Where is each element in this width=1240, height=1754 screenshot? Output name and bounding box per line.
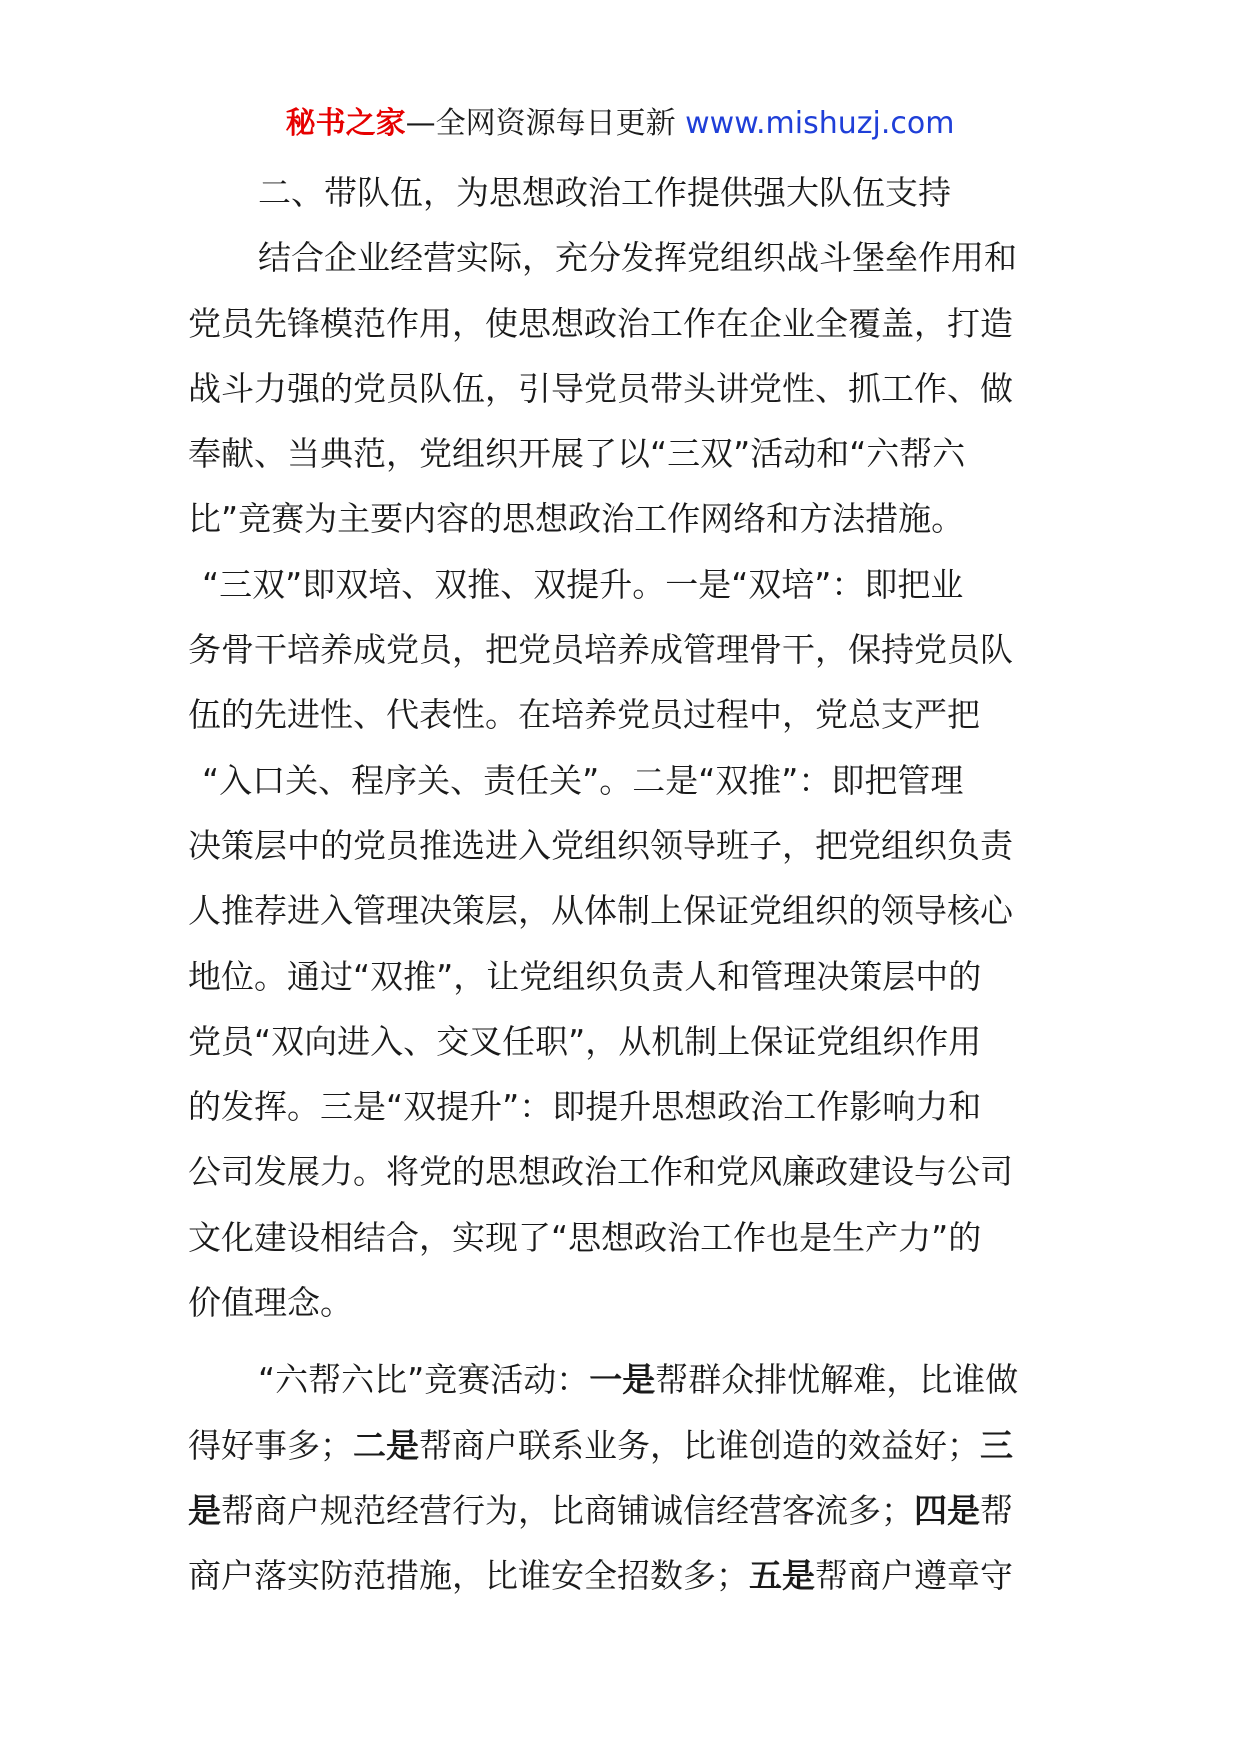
text-run: 帮商户联系业务，比谁创造的效益好；	[419, 1425, 980, 1465]
paragraph-line	[188, 1543, 1048, 1608]
text-run: 帮	[980, 1490, 1013, 1530]
paragraph-line: “三双”即双培、双推、双提升。一是“双培”：即把业	[202, 564, 964, 604]
text-run: 帮商户规范经营行为，比商铺诚信经营客流多；	[221, 1490, 914, 1530]
paragraph-line: 人推荐进入管理决策层，从体制上保证党组织的领导核心	[188, 891, 1013, 931]
brand-name: 秘书之家	[285, 106, 406, 141]
paragraph-line	[188, 1413, 1048, 1478]
bold-run: 四是	[914, 1490, 980, 1530]
bold-run: 一是	[589, 1360, 656, 1400]
paragraph-line	[188, 1478, 1048, 1543]
paragraph-line: 结合企业经营实际，充分发挥党组织战斗堡垒作用和	[258, 238, 1017, 278]
paragraph-line: 奉献、当典范，党组织开展了以“三双”活动和“六帮六	[188, 434, 966, 474]
text-run: 商户落实防范措施，比谁安全招数多；	[188, 1556, 749, 1596]
paragraph-line: 战斗力强的党员队伍，引导党员带头讲党性、抓工作、做	[188, 368, 1013, 408]
paragraph-line: 决策层中的党员推选进入党组织领导班子，把党组织负责	[188, 825, 1013, 865]
paragraph-line: 比”竞赛为主要内容的思想政治工作网络和方法措施。	[188, 499, 965, 539]
paragraph-line: 伍的先进性、代表性。在培养党员过程中，党总支严把	[188, 695, 980, 735]
paragraph-line: 务骨干培养成党员，把党员培养成管理骨干，保持党员队	[188, 630, 1013, 670]
section-heading: 二、带队伍，为思想政治工作提供强大队伍支持	[258, 173, 951, 212]
text-run: 得好事多；	[188, 1425, 353, 1465]
paragraph-line: 的发挥。三是“双提升”：即提升思想政治工作影响力和	[188, 1087, 982, 1127]
paragraph-line: “入口关、程序关、责任关”。二是“双推”：即把管理	[202, 760, 964, 800]
paragraph-line: 地位。通过“双推”，让党组织负责人和管理决策层中的	[188, 956, 982, 996]
paragraph-line: 党员先锋模范作用，使思想政治工作在企业全覆盖，打造	[188, 303, 1013, 343]
paragraph-line: 公司发展力。将党的思想政治工作和党风廉政建设与公司	[188, 1152, 1013, 1192]
text-run: 帮群众排忧解难，比谁做	[655, 1360, 1019, 1400]
paragraph-line: 党员“双向进入、交叉任职”，从机制上保证党组织作用	[188, 1021, 982, 1061]
paragraph-line	[188, 1347, 1048, 1412]
bold-run: 三	[980, 1425, 1013, 1465]
text-run: 帮商户遵章守	[815, 1556, 1013, 1596]
header-tagline: —全网资源每日更新	[405, 106, 676, 141]
document-body	[188, 160, 1048, 1609]
paragraph-line: 价值理念。	[188, 1283, 353, 1323]
bold-run: 是	[188, 1490, 221, 1530]
site-header	[0, 100, 1240, 148]
site-url-link[interactable]: www.mishuzj.com	[685, 106, 955, 141]
text-run: “六帮六比”竞赛活动：	[258, 1360, 590, 1400]
bold-run: 二是	[353, 1425, 419, 1465]
bold-run: 五是	[749, 1556, 815, 1596]
paragraph-line: 文化建设相结合，实现了“思想政治工作也是生产力”的	[188, 1217, 982, 1257]
